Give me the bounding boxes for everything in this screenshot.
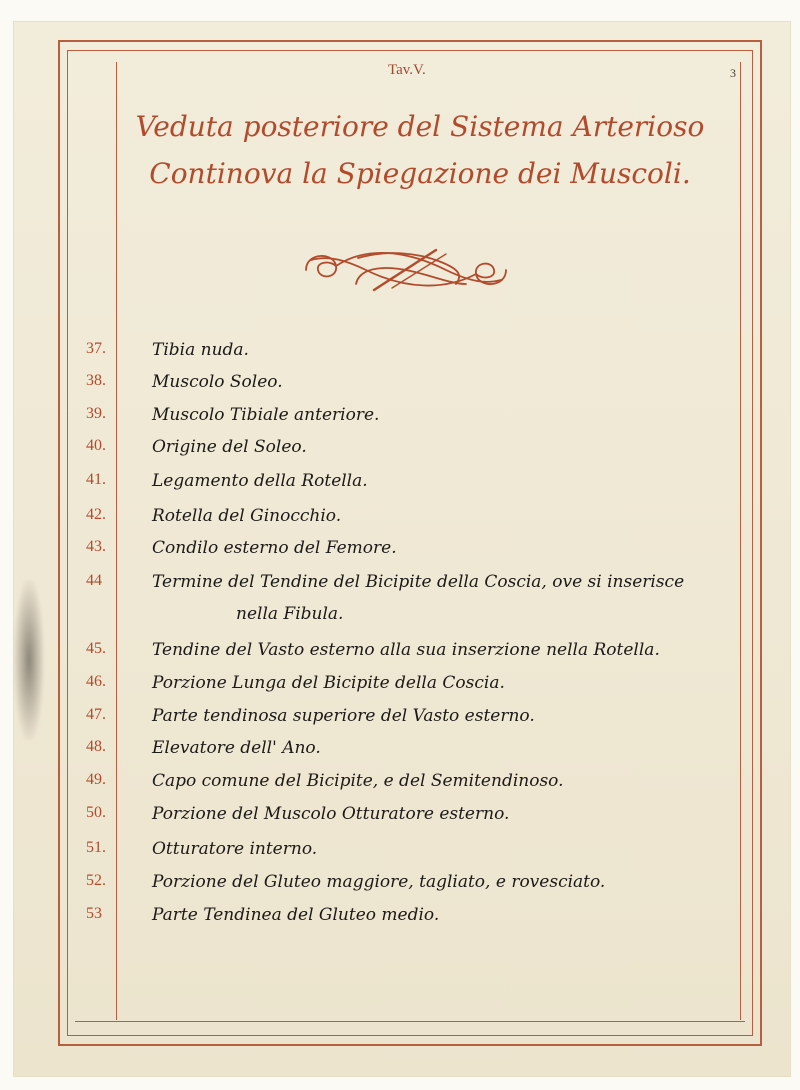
entry-text-continuation: nella Fibula. bbox=[236, 604, 344, 624]
list-item bbox=[0, 804, 800, 838]
entry-number: 48. bbox=[86, 738, 106, 755]
title-line-1: Veduta posteriore del Sistema Arterioso bbox=[135, 110, 705, 143]
list-item bbox=[0, 572, 800, 606]
list-item bbox=[0, 640, 800, 674]
entry-number: 52. bbox=[86, 872, 106, 889]
list-item bbox=[0, 771, 800, 805]
list-item bbox=[0, 538, 800, 572]
entry-number: 44 bbox=[86, 572, 102, 589]
plate-label: Tav.V. bbox=[388, 62, 426, 78]
entry-text: Parte tendinosa superiore del Vasto esterno. bbox=[152, 706, 535, 726]
entry-text: Origine del Soleo. bbox=[152, 437, 307, 457]
list-item bbox=[0, 872, 800, 906]
entry-text: Tendine del Vasto esterno alla sua inserzione nella Rotella. bbox=[152, 640, 660, 660]
list-item bbox=[0, 905, 800, 939]
entry-number: 45. bbox=[86, 640, 106, 657]
entry-number: 53 bbox=[86, 905, 102, 922]
entry-text: Porzione del Gluteo maggiore, tagliato, e rovesciato. bbox=[152, 872, 606, 892]
entry-number: 50. bbox=[86, 804, 106, 821]
list-item bbox=[0, 437, 800, 471]
entry-text: Condilo esterno del Femore. bbox=[152, 538, 397, 558]
list-item bbox=[0, 405, 800, 439]
entry-number: 46. bbox=[86, 673, 106, 690]
list-item bbox=[0, 471, 800, 505]
entry-number: 42. bbox=[86, 506, 106, 523]
entry-number: 43. bbox=[86, 538, 106, 555]
entry-number: 40. bbox=[86, 437, 106, 454]
list-item bbox=[0, 706, 800, 740]
list-item bbox=[0, 673, 800, 707]
page-number: 3 bbox=[730, 66, 736, 80]
entry-number: 47. bbox=[86, 706, 106, 723]
entry-number: 37. bbox=[86, 340, 106, 357]
list-item bbox=[0, 372, 800, 406]
list-item bbox=[0, 340, 800, 374]
entry-text: Rotella del Ginocchio. bbox=[152, 506, 342, 526]
entry-text: Porzione del Muscolo Otturatore esterno. bbox=[152, 804, 510, 824]
entry-number: 39. bbox=[86, 405, 106, 422]
entry-text: Muscolo Tibiale anteriore. bbox=[152, 405, 380, 425]
calligraphic-flourish bbox=[296, 240, 516, 298]
entry-text: Muscolo Soleo. bbox=[152, 372, 283, 392]
entry-text: Otturatore interno. bbox=[152, 839, 318, 859]
entry-number: 49. bbox=[86, 771, 106, 788]
entry-text: Capo comune del Bicipite, e del Semitendinoso. bbox=[152, 771, 564, 791]
entry-text: Legamento della Rotella. bbox=[152, 471, 368, 491]
entry-text: Termine del Tendine del Bicipite della Coscia, ove si inserisce bbox=[152, 572, 685, 592]
entry-number: 38. bbox=[86, 372, 106, 389]
entry-number: 41. bbox=[86, 471, 106, 488]
entry-text: Parte Tendinea del Gluteo medio. bbox=[152, 905, 440, 925]
list-item bbox=[0, 506, 800, 540]
bottom-rule bbox=[75, 1021, 745, 1022]
entry-text: Porzione Lunga del Bicipite della Coscia. bbox=[152, 673, 505, 693]
entry-text: Tibia nuda. bbox=[152, 340, 249, 360]
list-item bbox=[0, 738, 800, 772]
entry-number: 51. bbox=[86, 839, 106, 856]
list-item bbox=[0, 839, 800, 873]
entry-text: Elevatore dell' Ano. bbox=[152, 738, 321, 758]
title-line-2: Continova la Spiegazione dei Muscoli. bbox=[149, 157, 691, 190]
